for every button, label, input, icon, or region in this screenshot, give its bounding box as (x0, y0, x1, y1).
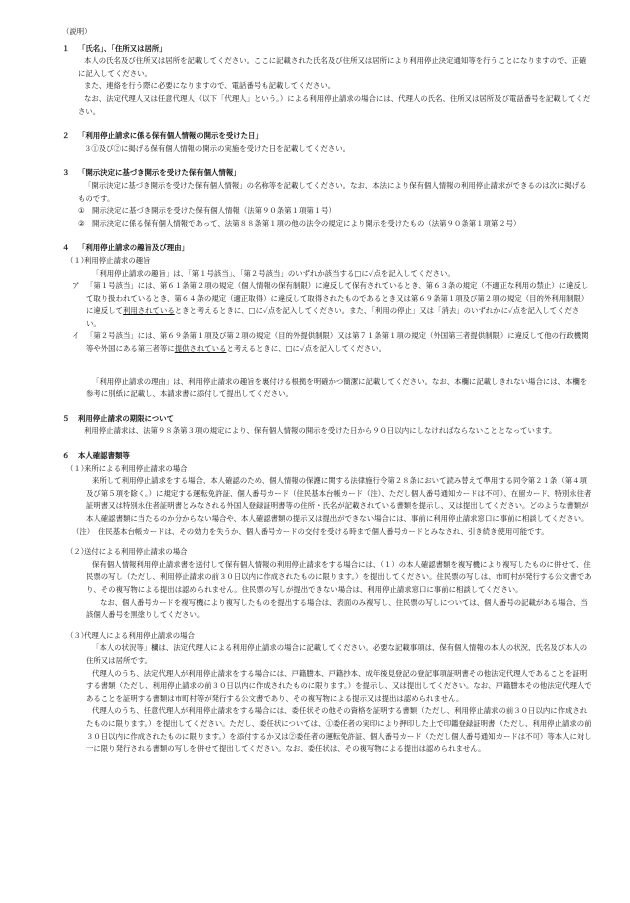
section-number: ４ (62, 243, 70, 253)
list-marker: ア (72, 281, 80, 291)
paragraph: ３①及び②に掲げる保有個人情報の開示の実施を受けた日を記載してください。 (84, 143, 351, 153)
section-6 (62, 450, 592, 756)
section-title: 「利用停止請求に係る保有個人情報の開示を受けた日」 (78, 131, 263, 141)
list-text: 「第１号該当」には、第６１条第２項の規定（個人情報の保有制限）に違反して保有されているとき、第６３条の規定（不適正な利用の禁止）に違反して取り扱われているとき、第６４条の規定（適正取得）に違反して取得されたものであるとき又は第６９条第１項及び第２項の規定（目的外利用制限）に違反して (86, 281, 589, 316)
section-number: ５ (62, 413, 70, 423)
section-title: 「利用停止請求の趣旨及び理由」 (78, 243, 189, 253)
section-title: 利用停止請求の期限について (78, 413, 174, 423)
subsection-title: 利用停止請求の趣旨 (84, 255, 151, 265)
paragraph: 保有個人情報利用停止請求書を送付して保有個人情報の利用停止請求をする場合には、（１）の本人確認書類を複写機により複写したものに併せて、住民票の写し（ただし、利用停止請求の前３０日以内に作成されたものに限ります。）を提出してください。住民票の写しは、市町村が発行する公文書であり、その複写物による提出は認められません。住民票の写しが提出できない場合は、利用停止請求窓口に事前に相談してください。 (86, 559, 592, 594)
paragraph: 利用停止請求は、法第９８条第３項の規定により、保有個人情報の開示を受けた日から９０日以内にしなければならないこととなっています。 (84, 426, 557, 436)
section-3 (62, 167, 592, 230)
subsection-heading (62, 255, 592, 268)
section-number: １ (62, 43, 70, 53)
paragraph: なお、法定代理人又は任意代理人（以下「代理人」という。）による利用停止請求の場合には、代理人の氏名、住所又は居所及び電話番号を記載してください。 (78, 93, 591, 116)
paragraph: 代理人のうち、任意代理人が利用停止請求をする場合には、委任状その他その資格を証明する書類（ただし、利用停止請求の前３０日以内に作成されたものに限ります。）を提出してください。ただし、委任状については、①委任者の実印により押印した上で印鑑登録証明書（ただし、利用停止請求の前３０日以内に作成されたものに限ります。）を添付するか又は②委任者の運転免許証、個人番号カード（ただし個人番号通知カードは不可）等本人に対し一に限り発行される書類の写しを併せて提出してください。なお、委任状は、その複写物による提出は認められません。 (86, 706, 592, 754)
paragraph: なお、個人番号カードを複写機により複写したものを提出する場合は、表面のみ複写し、住民票の写しについては、個人番号の記載がある場合、当該個人番号を黒塗りしてください。 (86, 597, 588, 620)
paragraph: 「利用停止請求の理由」は、利用停止請求の趣旨を裏付ける根拠を明確かつ簡潔に記載してください。なお、本欄に記載しきれない場合には、本欄を参考に別紙に記載し、本請求書に添付して提出してください。 (86, 376, 588, 399)
section-title: 「氏名」、「住所又は居所」 (78, 43, 167, 53)
subsection-marker: （１） (66, 463, 89, 473)
section-number: ３ (62, 168, 70, 178)
list-text: 開示決定に基づき開示を受けた保有個人情報（法第９０条第１項第１号） (92, 206, 336, 216)
list-marker: イ (72, 331, 80, 341)
section-4 (62, 242, 592, 401)
subsection-heading (62, 463, 592, 476)
section-number: ６ (62, 451, 70, 461)
subsection-marker: （１） (66, 255, 89, 265)
list-text: ときと考えるときに、□に✓点を記入してください。また、「利用の停止」又は「消去」のいずれかに✓点を記入してください。 (86, 306, 580, 328)
list-marker: ① (78, 206, 85, 216)
list-item (62, 205, 592, 218)
list-marker: ② (78, 218, 85, 228)
list-item (62, 218, 592, 231)
list-item (62, 280, 592, 330)
section-5 (62, 413, 592, 438)
paragraph: 代理人のうち、法定代理人が利用停止請求をする場合には、戸籍謄本、戸籍抄本、成年後見登記の登記事項証明書その他法定代理人であることを証明する書類（ただし、利用停止請求の前３０日以内に作成されたものに限ります。）を提示し、又は提出してください。なお、戸籍謄本その他法定代理人であることを証明する書類は市町村等が発行する公文書であり、その複写物による提示又は提出は認められません。 (86, 668, 592, 703)
subsection-marker: （２） (66, 547, 89, 557)
section-title: 本人確認書類等 (78, 451, 130, 461)
list-text: 「第２号該当」には、第６９条第１項及び第２項の規定（目的外提供制限）又は第７１条第１項の規定（外国第三者提供制限）に違反して他の行政機関等や外国にある第三者等に (86, 331, 589, 354)
subsection-marker: （３） (66, 630, 89, 640)
subsection-title: 代理人による利用停止請求の場合 (84, 630, 195, 640)
list-text: と考えるときに、□に✓点を記入してください。 (226, 344, 387, 354)
paragraph: また、連絡を行う際に必要になりますので、電話番号も記載してください。 (84, 81, 336, 91)
underlined-text: 利用されている (122, 306, 175, 316)
subsection-heading (62, 546, 592, 559)
section-1 (62, 43, 592, 119)
subsection-heading (62, 630, 592, 643)
subsection-title: 来所による利用停止請求の場合 (84, 463, 188, 473)
explanation-label: （説明） (62, 27, 92, 36)
paragraph: 「本人の状況等」欄は、法定代理人による利用停止請求の場合に記載してください。必要な記載事項は、保有個人情報の本人の状況、氏名及び本人の住所又は居所です。 (86, 643, 588, 665)
subsection-title: 送付による利用停止請求の場合 (84, 547, 188, 557)
section-title: 「開示決定に基づき開示を受けた保有個人情報」 (78, 168, 241, 178)
note-text: 住民基本台帳カードは、その効力を失うか、個人番号カードの交付を受ける時まで個人番号カードとみなされ、引き続き使用可能です。 (98, 526, 549, 536)
explanation-page (62, 26, 592, 756)
paragraph: 来所して利用停止請求をする場合、本人確認のため、個人情報の保護に関する法律施行令第２８条において読み替えて準用する同令第２１条（第４項及び第５項を除く。）に規定する運転免許証、個人番号カード（住民基本台帳カード（注）、ただし個人番号通知カードは不可）、在留カード、特別永住者証明書又は特別永住者証明書とみなされる外国人登録証明書等の住所・氏名が記載されている書類を提示し、又は提出してください。どのような書類が本人確認書類に当たるのか分からない場合や、本人確認書類の提示又は提出ができない場合には、事前に利用停止請求窓口に事前に相談してください。 (86, 476, 592, 523)
section-number: ２ (62, 131, 70, 141)
paragraph: 「利用停止請求の趣旨」は、「第１号該当」、「第２号該当」のいずれか該当する□に✓点を記入してください。 (92, 268, 455, 278)
list-item (62, 330, 592, 355)
paragraph: 「開示決定に基づき開示を受けた保有個人情報」の名称等を記載してください。なお、本法により保有個人情報の利用停止請求ができるのは次に掲げるものです。 (78, 180, 587, 203)
underlined-text: 提供されている (174, 344, 227, 354)
list-text: 開示決定に係る保有個人情報であって、法第８８条第１項の他の法令の規定により開示を受けたもの（法第９０条第１項第２号） (92, 218, 521, 228)
section-2 (62, 130, 592, 155)
note-marker: （注） (72, 526, 95, 536)
note (62, 526, 592, 539)
paragraph: 本人の氏名及び住所又は居所を記載してください。ここに記載された氏名及び住所又は居所により利用停止決定通知等を行うことになりますので、正確に記入してください。 (78, 56, 587, 78)
